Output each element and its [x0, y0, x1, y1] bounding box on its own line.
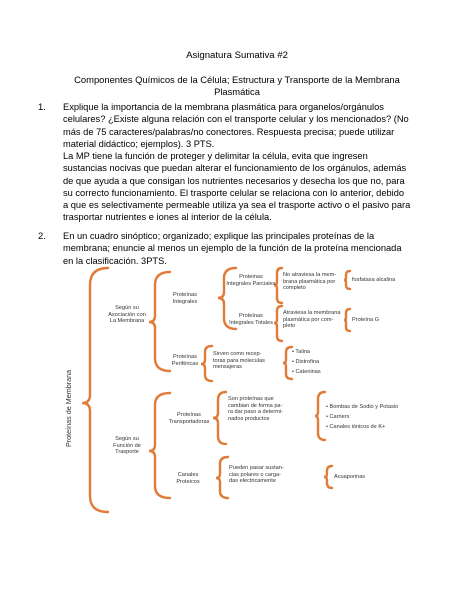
example-item: • Distrofina [292, 359, 320, 365]
node-funcion [102, 436, 152, 456]
node-line: Proteínas [239, 313, 263, 319]
question-1-number: 1. [38, 101, 46, 112]
node-line: Proteínas [173, 354, 197, 360]
desc-line: brana plasmática por [283, 278, 336, 285]
example-item: • Talina [292, 349, 311, 355]
node-integrales [162, 292, 208, 305]
node-line: Proteinas [239, 274, 263, 280]
node-canales [162, 472, 214, 485]
desc-line: ra dar paso a determi- [228, 409, 284, 416]
desc-parciales [283, 272, 347, 292]
desc-line: cambian de forma pa- [228, 402, 283, 409]
question-line: membrana; enuncie al menos un ejemplo de la función de la proteína mencionada [63, 243, 402, 254]
desc-line: cias polares o carga- [229, 471, 281, 478]
question-line: celulares? ¿Existe alguna relación con el transporte celular y los mencionados? (No [63, 114, 409, 125]
node-asociacion [102, 305, 152, 325]
desc-line: nados productos [228, 415, 270, 422]
question-line: en la clasificación. 3PTS. [63, 255, 167, 266]
document-title: Asignatura Sumativa #2 [186, 50, 288, 61]
node-line: Proteínas [173, 292, 197, 298]
node-line: Función de [113, 442, 141, 449]
node-perifericas [162, 354, 208, 367]
desc-line: Sirven como recep- [213, 351, 262, 357]
node-line: Asociación con [108, 311, 146, 318]
node-int-parciales [224, 274, 278, 287]
node-line: Proteicos [176, 478, 200, 485]
bracket-ex-canales [324, 466, 332, 488]
desc-line: pleto [283, 323, 296, 330]
question-line: En un cuadro sinóptico; organizado; explique las principales proteínas de la [63, 231, 375, 241]
node-line: Canales [177, 472, 199, 478]
question-line: Explique la importancia de la membrana plasmática para organelos/orgánulos [63, 102, 384, 112]
examples-transportadoras [326, 402, 426, 432]
answer-line: trasportar nutrientes e iones al interior de la célula. [63, 212, 272, 223]
subtitle-line: Plasmática [214, 86, 260, 98]
desc-line: das electricamente [229, 478, 276, 485]
example-item: • Carriers [326, 414, 350, 420]
answer-line: a que es selectivamente permeable utiliza ya sea el trasporte activo o el pasivo para [63, 200, 411, 211]
desc-line: toras para moleculas [213, 357, 265, 364]
examples-perifericas [292, 347, 342, 377]
node-line: Según su [115, 305, 139, 311]
subtitle-line: Componentes Químicos de la Célula; Estructura y Transporte de la Membrana [74, 74, 400, 85]
answer-line: La MP tiene la función de proteger y delimitar la célula, evita que ingresen [63, 151, 368, 161]
example-canales: Acuaporinas [334, 474, 366, 480]
desc-transportadoras [228, 396, 314, 422]
desc-line: Son proteínas que [228, 396, 274, 402]
example-parciales: fosfatasa alcalina [352, 277, 396, 283]
desc-line: completo [283, 285, 306, 292]
node-line: Integrales [172, 298, 198, 305]
node-line: La Membrana [109, 318, 145, 325]
node-line: Trasporte [115, 449, 139, 456]
desc-perifericas [213, 351, 285, 371]
node-line: Periféricas [171, 360, 199, 367]
desc-totales [283, 310, 347, 330]
question-line: material didáctico; ejemplos). 3 PTS. [63, 138, 215, 149]
desc-line: Atraviesa la membrana [283, 310, 341, 316]
question-2-number: 2. [38, 230, 46, 241]
desc-line: No atraviesa la mem- [283, 272, 337, 278]
desc-line: mensajeras [213, 364, 242, 371]
example-item: • Cateninas [292, 369, 321, 375]
answer-line: su correcto funcionamiento. El trasporte celular se relaciona con lo anterior, debido [63, 187, 405, 198]
desc-line: plasmática por com- [283, 316, 334, 323]
node-line: Proteínas [177, 412, 201, 418]
node-transportadoras [162, 412, 216, 425]
node-int-totales [224, 313, 278, 326]
diagram-root-label: Proteínas de Membrana [64, 369, 73, 447]
desc-canales [229, 465, 325, 485]
bracket-canales [216, 457, 228, 498]
example-item: • Canales iónicos de K+ [326, 424, 386, 430]
answer-line: de que ayuda a que consigan los nutrientes necesarios y desecha los que no, para [63, 175, 405, 186]
bracket-ex-transportadoras [315, 392, 325, 440]
example-item: • Bombas de Sodio y Potasio [326, 404, 399, 410]
answer-line: sustancias nocivas que puedan alterar el funcionamiento de los orgánulos, además [63, 163, 407, 174]
node-line: Integrales Parciales [226, 280, 276, 287]
node-line: Integrales Totales [229, 319, 273, 326]
question-line: más de 75 caracteres/palabras/no conectores. Respuesta precisa; puede utilizar [63, 126, 395, 137]
example-totales: Proteína G [352, 317, 380, 323]
node-line: Según su [115, 436, 139, 442]
node-line: Transportadoras [168, 418, 210, 425]
desc-line: Pueden pasar sustan- [229, 465, 284, 471]
